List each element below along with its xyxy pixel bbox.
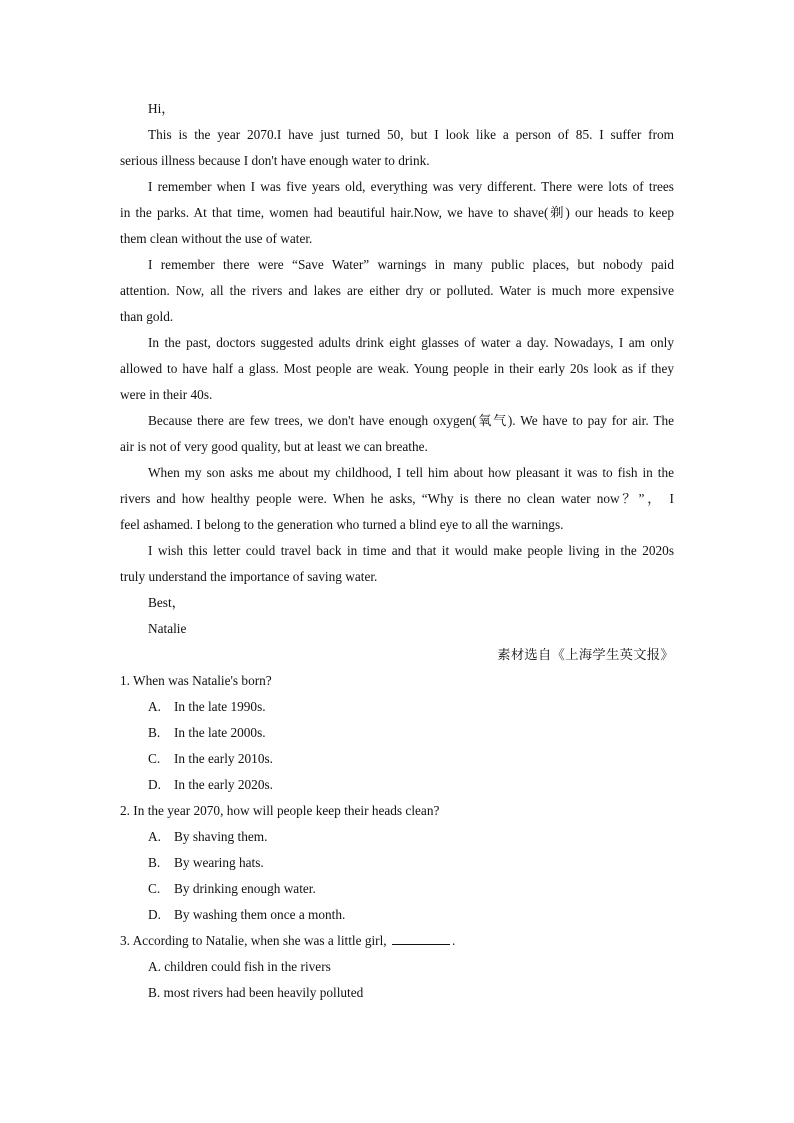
option-text: By wearing hats. [174,855,264,870]
option-letter: A. [148,829,161,844]
option-letter: B. [148,855,161,870]
option-letter: D. [148,907,161,922]
question-block [120,928,674,1006]
text-line: rivers and how healthy people were. When he asks, “Why is there no clean water now？”， I [120,491,674,506]
answer-option [120,902,674,928]
letter-paragraph [120,538,674,590]
option-letter: B. [148,985,161,1000]
option-text: By shaving them. [174,829,268,844]
question-stem-end: . [451,933,456,948]
text-line: attention. Now, all the rivers and lakes are either dry or polluted. Water is much more expensive [120,283,674,298]
answer-option [120,850,674,876]
letter-paragraph [120,460,674,538]
text-line: air is not of very good quality, but at least we can breathe. [120,439,428,454]
question-stem-line [120,928,674,954]
option-letter: B. [148,725,161,740]
option-letter: A. [148,959,161,974]
option-letter: C. [148,881,161,896]
answer-option [120,980,674,1006]
option-letter: A. [148,699,161,714]
option-letter: C. [148,751,161,766]
text-line: in the parks. At that time, women had beautiful hair.Now, we have to shave(剃) our heads to keep [120,205,674,220]
question-block [120,668,674,798]
source-note: 素材选自《上海学生英文报》 [497,647,674,662]
text-line: Because there are few trees, we don't have enough oxygen(氧气). We have to pay for air. The [148,413,674,428]
question-block [120,798,674,928]
letter-greeting: Hi， [148,101,175,116]
text-line: This is the year 2070.I have just turned 50, but I look like a person of 85. I suffer from [148,127,674,142]
text-line: them clean without the use of water. [120,231,313,246]
answer-option [120,746,674,772]
text-line: were in their 40s. [120,387,213,402]
text-line: serious illness because I don't have enough water to drink. [120,153,430,168]
text-line: I remember there were “Save Water” warnings in many public places, but nobody paid [148,257,674,272]
letter-paragraph [120,174,674,252]
answer-option [120,772,674,798]
text-line: When my son asks me about my childhood, I tell him about how pleasant it was to fish in the [148,465,674,480]
letter-signature: Natalie [148,621,187,636]
answer-blank [392,931,450,945]
letter-paragraph [120,408,674,460]
letter-paragraph [120,330,674,408]
text-line: feel ashamed. I belong to the generation who turned a blind eye to all the warnings. [120,517,564,532]
answer-option [120,694,674,720]
option-text: In the late 2000s. [174,725,266,740]
question-stem: 1. When was Natalie's born? [120,673,272,688]
option-text: In the early 2010s. [174,751,273,766]
letter-paragraph [120,122,674,174]
text-line: allowed to have half a glass. Most people are weak. Young people in their early 20s look as if they [120,361,674,376]
option-text: most rivers had been heavily polluted [163,985,364,1000]
question-stem: 2. In the year 2070, how will people keep their heads clean? [120,803,440,818]
answer-option [120,876,674,902]
answer-option [120,720,674,746]
letter-paragraph [120,252,674,330]
text-line: In the past, doctors suggested adults drink eight glasses of water a day. Nowadays, I am only [148,335,674,350]
option-text: children could fish in the rivers [164,959,331,974]
option-text: By drinking enough water. [174,881,316,896]
answer-option [120,954,674,980]
option-text: By washing them once a month. [174,907,346,922]
text-line: I wish this letter could travel back in time and that it would make people living in the 2020s [148,543,674,558]
letter-closing: Best， [148,595,185,610]
text-line: than gold. [120,309,174,324]
text-line: truly understand the importance of saving water. [120,569,378,584]
document-content [120,96,674,1006]
option-text: In the late 1990s. [174,699,266,714]
option-letter: D. [148,777,161,792]
answer-option [120,824,674,850]
option-text: In the early 2020s. [174,777,273,792]
text-line: I remember when I was five years old, everything was very different. There were lots of trees [148,179,674,194]
question-stem: 3. According to Natalie, when she was a little girl, [120,933,387,948]
